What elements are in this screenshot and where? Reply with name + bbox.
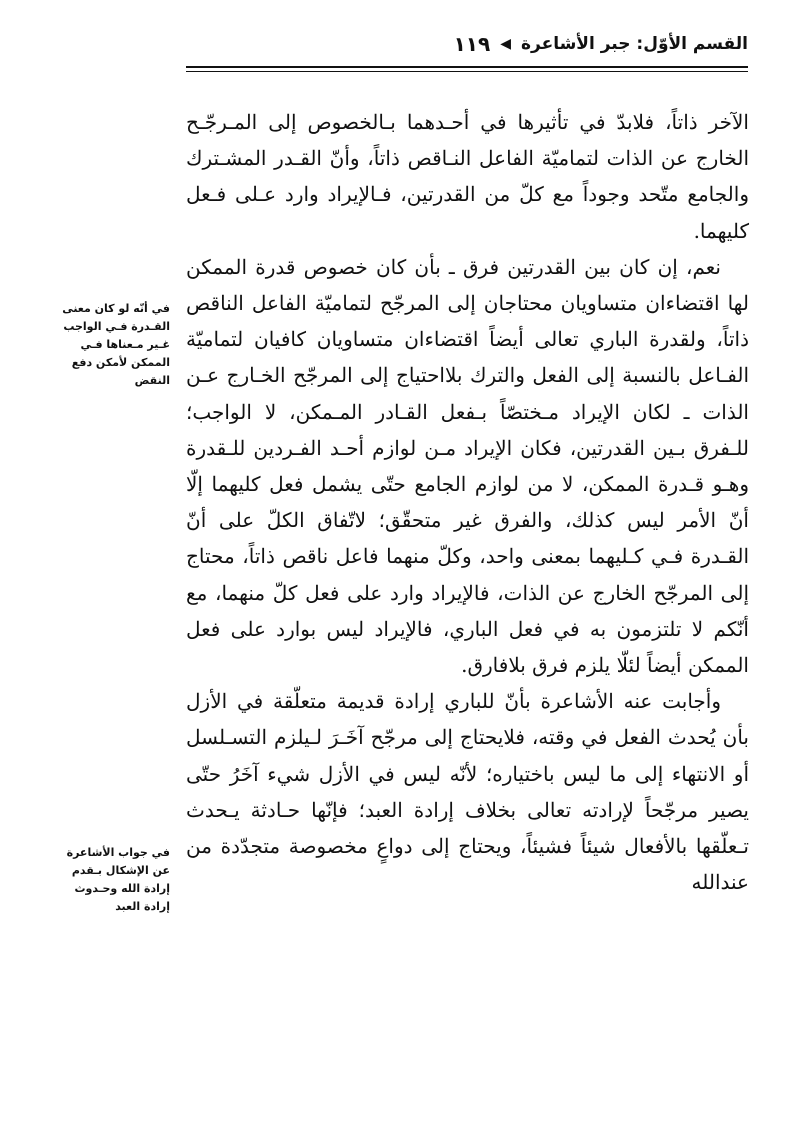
header-rule-thin: [186, 71, 748, 72]
margin-note-2: في جواب الأشاعرة عن الإشكال بـقدم إرادة الله وحـدوث إرادة العبد: [66, 846, 170, 913]
paragraph-2: نعم، إن كان بين القدرتين فرق ـ بأن كان خصوص قدرة الممكن لها اقتضاءان متساويان محتاجان إلى المرجّح لتماميّة الفاعل الناقص ذاتاً، ولقدرة الباري تعالى أيضاً اقتضاءان متساويان كافيان لتماميّة الفـاعل بالنسبة إلى الفعل والترك بلااحتياج إلى المرجّح الخـارج عـن الذات ـ لكان الإيراد مـختصّاً بـفعل القـادر المـمكن، لا الواجب؛ للـفرق بـين القدرتين، فكان الإيراد مـن لوازم أحـد الفـردين للـقدرة وهـو قـدرة الممكن، لا من لوازم الجامع حتّى يشمل فعل كليهما إلّا أنّ الأمر ليس كذلك، والفرق غير متحقّق؛ لاتّفاق الكلّ على أنّ القـدرة فـي كـليهما بمعنى واحد، وكلّ منهما فاعل ناقص ذاتاً، محتاج إلى المرجّح الخارج عن الذات، فالإيراد وارد على فعل كلّ منهما، مع أنّكم لا تلتزمون به في فعل الباري، فالإيراد ليس بوارد على فعل الممكن أيضاً لئلّا يلزم فرق بلافارق.: [186, 254, 749, 678]
header-rule-thick: [186, 66, 748, 68]
running-header: [188, 28, 748, 60]
paragraph-1: الآخر ذاتاً، فلابدّ في تأثيرها في أحـدهما بـالخصوص إلى المـرجّـح الخارج عن الذات لتماميّة الفاعل النـاقص ذاتاً، وأنّ القـدر المشـترك والجامع متّحد وجوداً مع كلّ من القدرتين، فـالإيراد وارد عـلى فـعل كليهما.: [186, 110, 749, 243]
chapter-title: القسم الأوّل: جبر الأشاعرة: [520, 34, 748, 54]
page-number: ١١٩: [453, 32, 491, 56]
paragraph-3: وأجابت عنه الأشاعرة بأنّ للباري إرادة قديمة متعلّقة في الأزل بأن يُحدث الفعل في وقته، فلايحتاج إلى مرجّح آخَـرَ لـيلزم التسـلسل أو الانتهاء إلى ما ليس باختياره؛ لأنّه ليس في الأزل شيء آخَرُ حتّى يصير مرجّحاً لإرادته تعالى بخلاف إرادة العبد؛ فإنّها حـادثة يـحدث تـعلّقها بالأفعال شيئاً فشيئاً، ويحتاج إلى دواعٍ مخصوصة متجدّدة من عندالله: [186, 689, 749, 895]
main-text: [186, 104, 749, 900]
margin-note-1: في أنّه لو كان معنى القـدرة فـي الواجب غـير مـعناها فـي الممكن لأمكن دفع النقض: [62, 302, 170, 387]
left-arrow-icon: ◀: [500, 36, 511, 52]
